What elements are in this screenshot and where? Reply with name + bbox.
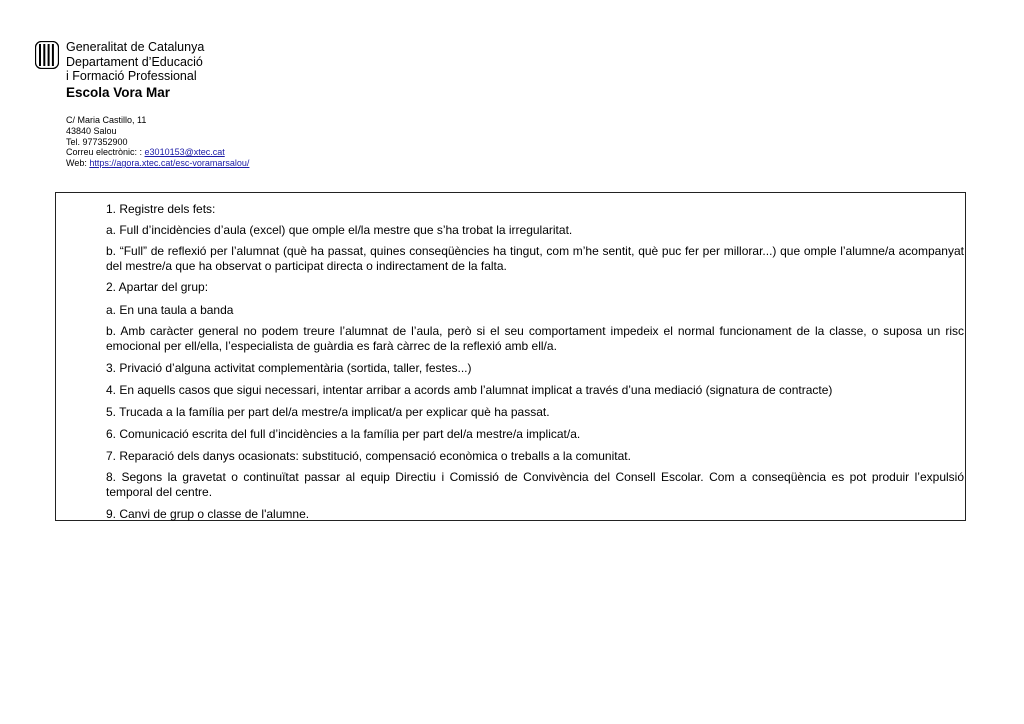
- list-item: 4. En aquells casos que sigui necessari, intentar arribar a acords amb l’alumnat implicat a través d’una mediació (signatura de contracte): [106, 383, 833, 397]
- email-row: [66, 147, 249, 158]
- list-item: 9. Canvi de grup o classe de l'alumne.: [106, 507, 310, 521]
- web-link[interactable]: https://agora.xtec.cat/esc-voramarsalou/: [89, 158, 250, 169]
- measures-box: [55, 192, 966, 521]
- email-label: Correu electrònic: :: [66, 147, 143, 158]
- org-line: Generalitat de Catalunya: [66, 40, 205, 54]
- list-item: b. “Full” de reflexió per l’alumnat (què ha passat, quines conseqüències ha tingut, com m’he sentit, què puc fer per millorar...) que omple l’alumne/a acompanyat del mestre/a que ha observat o participat directa o indirectament de la falta.: [106, 244, 964, 273]
- organization-name: [66, 40, 204, 84]
- contact-block: [66, 115, 249, 169]
- web-row: [66, 158, 249, 169]
- list-item: a. En una taula a banda: [106, 303, 234, 317]
- city: 43840 Salou: [66, 125, 117, 136]
- generalitat-logo-icon: [35, 41, 59, 69]
- org-line: Departament d’Educació: [66, 54, 203, 69]
- list-item: 7. Reparació dels danys ocasionats: substitució, compensació econòmica o treballs a la comunitat.: [106, 449, 631, 463]
- list-item: 8. Segons la gravetat o continuïtat passar al equip Directiu i Comissió de Convivència del Consell Escolar. Com a conseqüència es pot produir l’expulsió temporal del centre.: [106, 470, 964, 499]
- list-item: 5. Trucada a la família per part del/a mestre/a implicat/a per explicar què ha passat.: [106, 405, 550, 419]
- web-label: Web:: [66, 158, 87, 169]
- list-item: 2. Apartar del grup:: [106, 280, 209, 294]
- phone: Tel. 977352900: [66, 136, 128, 147]
- org-line: i Formació Professional: [66, 69, 197, 83]
- list-item: 3. Privació d’alguna activitat complementària (sortida, taller, festes...): [106, 361, 472, 375]
- list-item: b. Amb caràcter general no podem treure l’alumnat de l’aula, però si el seu comportament impedeix el normal funcionament de la classe, o suposa un risc emocional per ell/ella, l’especialista de guàrdia es farà càrrec de la reflexió amb ell/a.: [106, 324, 964, 353]
- list-item: a. Full d’incidències d’aula (excel) que omple el/la mestre que s’ha trobat la irregularitat.: [106, 223, 573, 237]
- list-item: 1. Registre dels fets:: [106, 202, 216, 216]
- address: C/ Maria Castillo, 11: [66, 115, 147, 125]
- list-item: 6. Comunicació escrita del full d’incidències a la família per part del/a mestre/a implicat/a.: [106, 427, 581, 441]
- school-name: Escola Vora Mar: [66, 85, 171, 100]
- email-link[interactable]: e3010153@xtec.cat: [144, 147, 225, 158]
